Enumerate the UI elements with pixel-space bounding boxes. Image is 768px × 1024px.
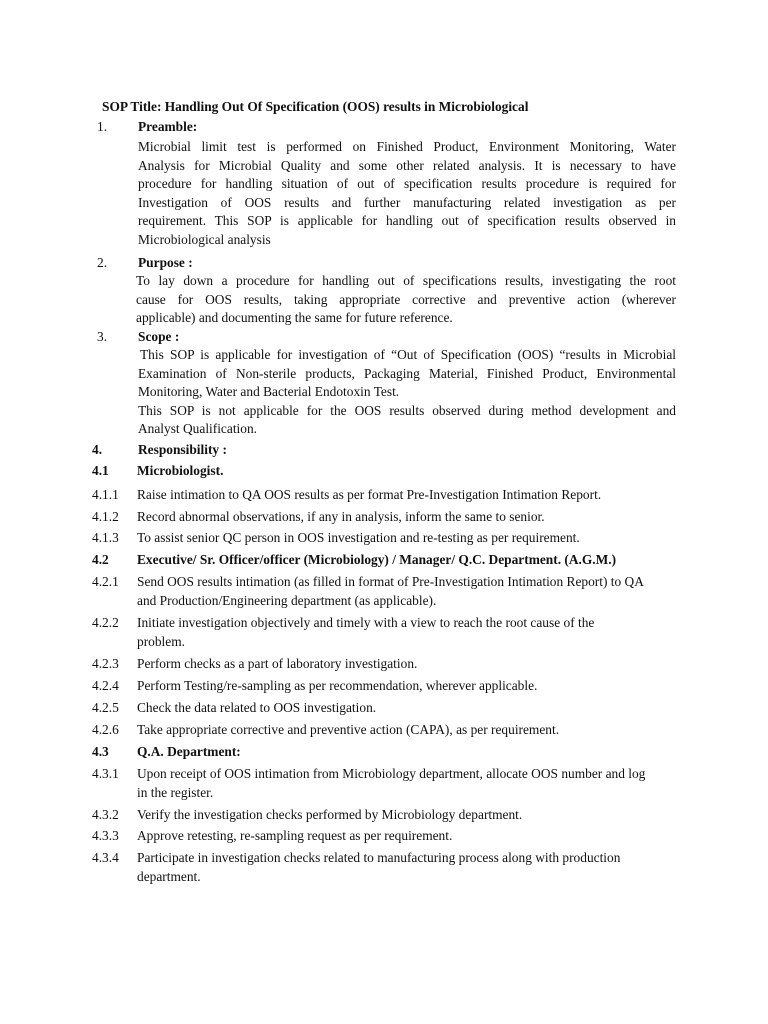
item-text [137,486,679,505]
item-text [137,551,679,570]
item-text [137,849,679,886]
preamble-paragraph [138,138,676,249]
item-text-line: department. [137,868,201,884]
item-text [137,765,679,802]
item-text-line: To assist senior QC person in OOS investigation and re-testing as per requirement. [137,530,580,545]
item-number: 4.3.2 [92,807,119,822]
item-number: 4.2 [92,552,109,567]
section-number-preamble: 1. [97,119,108,134]
item-text-line: Check the data related to OOS investigation. [137,700,377,715]
item-text-line: Raise intimation to QA OOS results as per format Pre-Investigation Intimation Report. [137,487,602,502]
purpose-line: applicable) and documenting the same for future reference. [136,310,453,325]
item-text [137,529,679,548]
sop-title: SOP Title: Handling Out Of Specification (OOS) results in Microbiological [102,99,529,114]
preamble-line: Analysis for Microbial Quality and some other related analysis. It is necessary to have [138,157,676,173]
item-number: 4.3.1 [92,766,119,781]
item-text [137,655,679,674]
item-number: 4.3 [92,744,109,759]
scope-line: Monitoring, Water and Bacterial Endotoxin Test. [138,384,400,399]
item-number: 4.3.4 [92,850,119,865]
item-number: 4.2.4 [92,678,119,693]
item-text-line: Verify the investigation checks performed by Microbiology department. [137,807,523,822]
item-text [137,721,679,740]
preamble-line: requirement. This SOP is applicable for handling out of specification results observed in [138,213,676,228]
item-number: 4.2.1 [92,574,119,589]
purpose-line: cause for OOS results, taking appropriate corrective and preventive action (wherever [136,291,676,307]
item-number: 4.3.3 [92,828,119,843]
item-text-line: Participate in investigation checks related to manufacturing process along with production [137,850,621,865]
item-text [137,827,679,846]
item-text-line: Executive/ Sr. Officer/officer (Microbiology) / Manager/ Q.C. Department. (A.G.M.) [137,552,617,567]
item-number: 4.1.2 [92,509,119,524]
item-number: 4.1.3 [92,530,119,545]
item-text-line: Initiate investigation objectively and timely with a view to reach the root cause of the [137,615,595,630]
item-text-line: Perform Testing/re-sampling as per recommendation, wherever applicable. [137,678,538,693]
item-text [137,462,679,481]
item-text [137,614,679,651]
scope-line: This SOP is applicable for investigation of “Out of Specification (OOS) “results in Microbial [140,347,676,362]
item-number: 4.2.5 [92,700,119,715]
item-text-line: Take appropriate corrective and preventive action (CAPA), as per requirement. [137,722,560,737]
item-text-line: Approve retesting, re-sampling request as per requirement. [137,828,453,843]
item-text-line: problem. [137,633,185,649]
item-text [137,508,679,527]
section-heading-responsibility: Responsibility : [138,442,227,457]
preamble-line: Microbial limit test is performed on Finished Product, Environment Monitoring, Water [138,139,676,154]
preamble-line: Investigation of OOS results and further manufacturing related investigation as per [138,194,676,210]
item-text-line: Q.A. Department: [137,744,241,759]
item-number: 4.2.3 [92,656,119,671]
item-text-line: Upon receipt of OOS intimation from Microbiology department, allocate OOS number and log [137,766,646,781]
item-number: 4.1 [92,463,109,478]
purpose-paragraph [136,272,676,328]
preamble-line: Microbiological analysis [138,231,271,247]
item-text-line: Perform checks as a part of laboratory investigation. [137,656,418,671]
item-text-line: Microbiologist. [137,463,224,478]
section-number-scope: 3. [97,329,108,344]
section-heading-purpose: Purpose : [138,255,193,270]
section-number-responsibility: 4. [92,442,103,457]
item-text [137,677,679,696]
scope-line: Examination of Non-sterile products, Packaging Material, Finished Product, Environmental [138,365,676,381]
section-heading-scope: Scope : [138,329,180,344]
item-text [137,806,679,825]
item-text [137,699,679,718]
preamble-line: procedure for handling situation of out of specification results procedure is required for [138,176,676,191]
item-text [137,573,679,610]
section-heading-preamble: Preamble: [138,119,198,134]
scope-line: This SOP is not applicable for the OOS results observed during method development and [138,402,676,418]
item-text-line: in the register. [137,784,214,800]
item-text-line: Record abnormal observations, if any in analysis, inform the same to senior. [137,509,545,524]
item-number: 4.2.6 [92,722,119,737]
item-text-line: Send OOS results intimation (as filled in format of Pre-Investigation Intimation Report) to QA [137,574,644,589]
purpose-line: To lay down a procedure for handling out of specifications results, investigating the root [136,273,676,288]
item-text [137,743,679,762]
item-number: 4.2.2 [92,615,119,630]
item-number: 4.1.1 [92,487,119,502]
item-text-line: and Production/Engineering department (as applicable). [137,592,437,608]
scope-paragraph [138,346,676,439]
scope-line: Analyst Qualification. [138,421,257,436]
section-number-purpose: 2. [97,255,108,270]
